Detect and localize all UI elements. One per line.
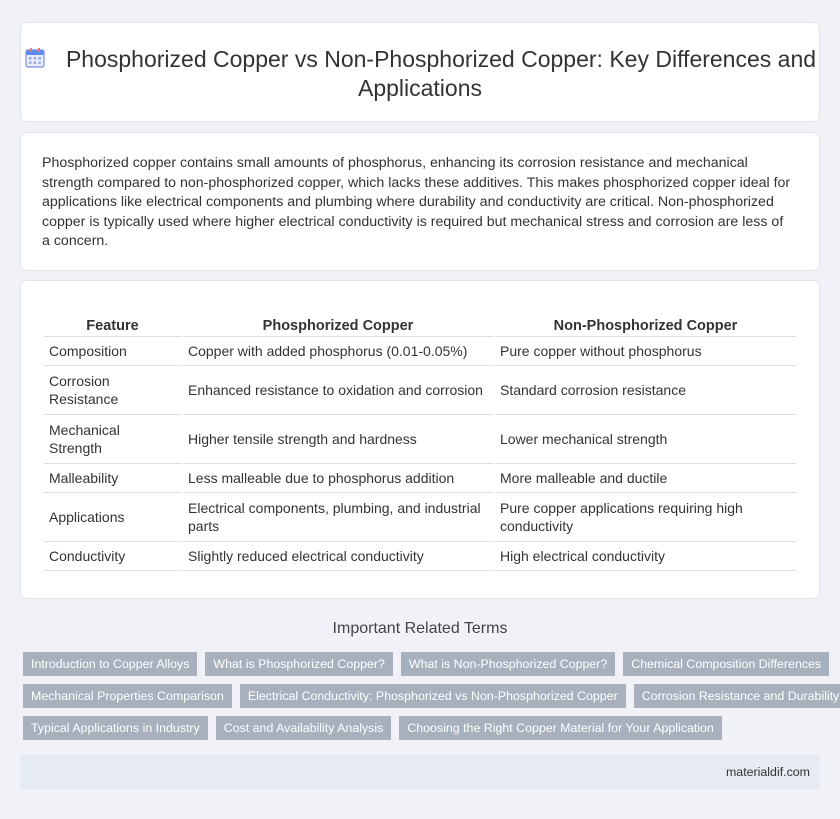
- table-cell-phosphorized: Electrical components, plumbing, and industrial parts: [183, 493, 493, 542]
- table-header-row: [44, 316, 796, 337]
- related-terms-tags: [23, 652, 840, 748]
- table-cell-non-phosphorized: Standard corrosion resistance: [495, 366, 796, 415]
- page-title: Phosphorized Copper vs Non-Phosphorized Copper: Key Differences and Applications: [65, 46, 817, 101]
- table-cell-phosphorized: Copper with added phosphorus (0.01-0.05%): [183, 337, 493, 366]
- tag-row: [23, 716, 823, 740]
- table-cell-non-phosphorized: More malleable and ductile: [495, 464, 796, 493]
- intro-card: [20, 132, 820, 271]
- page-title-wrap: [21, 45, 819, 103]
- tag-link[interactable]: Cost and Availability Analysis: [216, 716, 392, 740]
- column-header-non-phosphorized: Non-Phosphorized Copper: [495, 316, 796, 337]
- table-cell-phosphorized: Slightly reduced electrical conductivity: [183, 542, 493, 571]
- footer: [20, 755, 820, 789]
- table-cell-feature: Applications: [44, 493, 181, 542]
- tag-link[interactable]: Corrosion Resistance and Durability: [634, 684, 840, 708]
- intro-paragraph: Phosphorized copper contains small amounts of phosphorus, enhancing its corrosion resistance and mechanical strength compared to non-phosphorized copper, which lacks these additives. This makes phosphorized copper ideal for applications like electrical components and plumbing where durability and conductivity are critical. Non-phosphorized copper is typically used where higher electrical conductivity is required but mechanical stress and corrosion are less of a concern.: [42, 155, 791, 250]
- tag-link[interactable]: What is Non-Phosphorized Copper?: [401, 652, 615, 676]
- related-terms-heading: Important Related Terms: [332, 620, 508, 637]
- tag-link[interactable]: Chemical Composition Differences: [623, 652, 829, 676]
- table-cell-feature: Conductivity: [44, 542, 181, 571]
- table-cell-non-phosphorized: High electrical conductivity: [495, 542, 796, 571]
- table-cell-feature: Corrosion Resistance: [44, 366, 181, 415]
- table-cell-phosphorized: Less malleable due to phosphorus addition: [183, 464, 493, 493]
- table-cell-non-phosphorized: Lower mechanical strength: [495, 415, 796, 464]
- tag-row: [23, 684, 840, 708]
- header-card: [20, 22, 820, 122]
- comparison-table: [42, 316, 798, 571]
- tag-link[interactable]: Mechanical Properties Comparison: [23, 684, 232, 708]
- table-row: [44, 415, 796, 464]
- table-cell-feature: Malleability: [44, 464, 181, 493]
- footer-site-link[interactable]: materialdif.com: [725, 765, 810, 779]
- table-cell-non-phosphorized: Pure copper without phosphorus: [495, 337, 796, 366]
- comparison-table-card: [20, 280, 820, 599]
- table-cell-phosphorized: Higher tensile strength and hardness: [183, 415, 493, 464]
- table-row: [44, 493, 796, 542]
- calendar-icon: [24, 47, 46, 69]
- table-cell-phosphorized: Enhanced resistance to oxidation and corrosion: [183, 366, 493, 415]
- table-cell-non-phosphorized: Pure copper applications requiring high conductivity: [495, 493, 796, 542]
- table-cell-feature: Composition: [44, 337, 181, 366]
- tag-row: [23, 652, 823, 676]
- tag-link[interactable]: Choosing the Right Copper Material for Your Application: [399, 716, 722, 740]
- tag-link[interactable]: What is Phosphorized Copper?: [205, 652, 393, 676]
- table-row: [44, 366, 796, 415]
- table-row: [44, 337, 796, 366]
- tag-link[interactable]: Introduction to Copper Alloys: [23, 652, 197, 676]
- table-cell-feature: Mechanical Strength: [44, 415, 181, 464]
- table-row: [44, 464, 796, 493]
- table-row: [44, 542, 796, 571]
- column-header-feature: Feature: [44, 316, 181, 337]
- tag-link[interactable]: Typical Applications in Industry: [23, 716, 208, 740]
- column-header-phosphorized: Phosphorized Copper: [183, 316, 493, 337]
- tag-link[interactable]: Electrical Conductivity: Phosphorized vs Non-Phosphorized Copper: [240, 684, 626, 708]
